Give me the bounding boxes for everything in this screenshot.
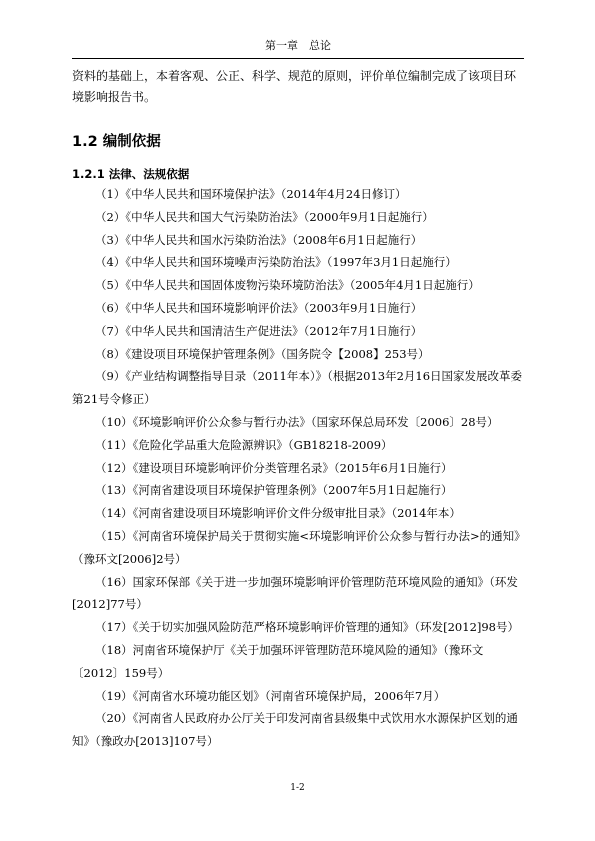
- list-item: （10）《环境影响评价公众参与暂行办法》（国家环保总局环发〔2006〕28号）: [95, 414, 499, 429]
- intro-paragraph: 资料的基础上，本着客观、公正、科学、规范的原则，评价单位编制完成了该项目环境影响报告书。: [72, 69, 517, 104]
- list-item: （16）国家环保部《关于进一步加强环境影响评价管理防范环境风险的通知》（环发[2012]77号）: [72, 574, 518, 612]
- list-item: （9）《产业结构调整指导目录（2011年本）》（根据2013年2月16日国家发展改革委第21号令修正）: [72, 369, 523, 407]
- list-item: （13）《河南省建设项目环境保护管理条例》（2007年5月1日起施行）: [95, 483, 453, 498]
- list-item: （11）《危险化学品重大危险源辨识》（GB18218-2009）: [95, 437, 393, 452]
- list-item: （3）《中华人民共和国水污染防治法》（2008年6月1日起施行）: [95, 232, 423, 247]
- list-item: （12）《建设项目环境影响评价分类管理名录》（2015年6月1日施行）: [95, 460, 453, 475]
- list-item: （14）《河南省建设项目环境影响评价文件分级审批目录》（2014年本）: [95, 506, 461, 521]
- regulation-list: [72, 183, 526, 753]
- section-title: 1.2 编制依据: [72, 134, 161, 150]
- page-header: 第一章 总论: [72, 36, 524, 59]
- list-item: （17）《关于切实加强风险防范严格环境影响评价管理的通知》（环发[2012]98号）: [95, 620, 520, 635]
- subsection-title: 1.2.1 法律、法规依据: [72, 167, 190, 181]
- list-item: （4）《中华人民共和国环境噪声污染防治法》（1997年3月1日起施行）: [95, 255, 457, 270]
- list-item: （2）《中华人民共和国大气污染防治法》（2000年9月1日起施行）: [95, 209, 434, 224]
- page-content: [72, 64, 526, 753]
- list-item: （19）《河南省水环境功能区划》（河南省环境保护局，2006年7月）: [95, 688, 446, 703]
- list-item: （15）《河南省环境保护局关于贯彻实施<环境影响评价公众参与暂行办法>的通知》（豫环文[2006]2号）: [72, 528, 526, 566]
- list-item: （18）河南省环境保护厅《关于加强环评管理防范环境风险的通知》（豫环文〔2012〕159号）: [72, 642, 484, 680]
- list-item: （5）《中华人民共和国固体废物污染环境防治法》（2005年4月1日起施行）: [95, 278, 480, 293]
- page-number: 1-2: [290, 783, 305, 793]
- list-item: （6）《中华人民共和国环境影响评价法》（2003年9月1日施行）: [95, 300, 423, 315]
- list-item: （1）《中华人民共和国环境保护法》（2014年4月24日修订）: [95, 187, 407, 201]
- list-item: （7）《中华人民共和国清洁生产促进法》（2012年7月1日施行）: [95, 323, 423, 338]
- list-item: （20）《河南省人民政府办公厅关于印发河南省县级集中式饮用水水源保护区划的通知》（豫政办[2013]107号）: [72, 711, 518, 749]
- list-item: （8）《建设项目环境保护管理条例》（国务院令【2008】253号）: [95, 346, 430, 361]
